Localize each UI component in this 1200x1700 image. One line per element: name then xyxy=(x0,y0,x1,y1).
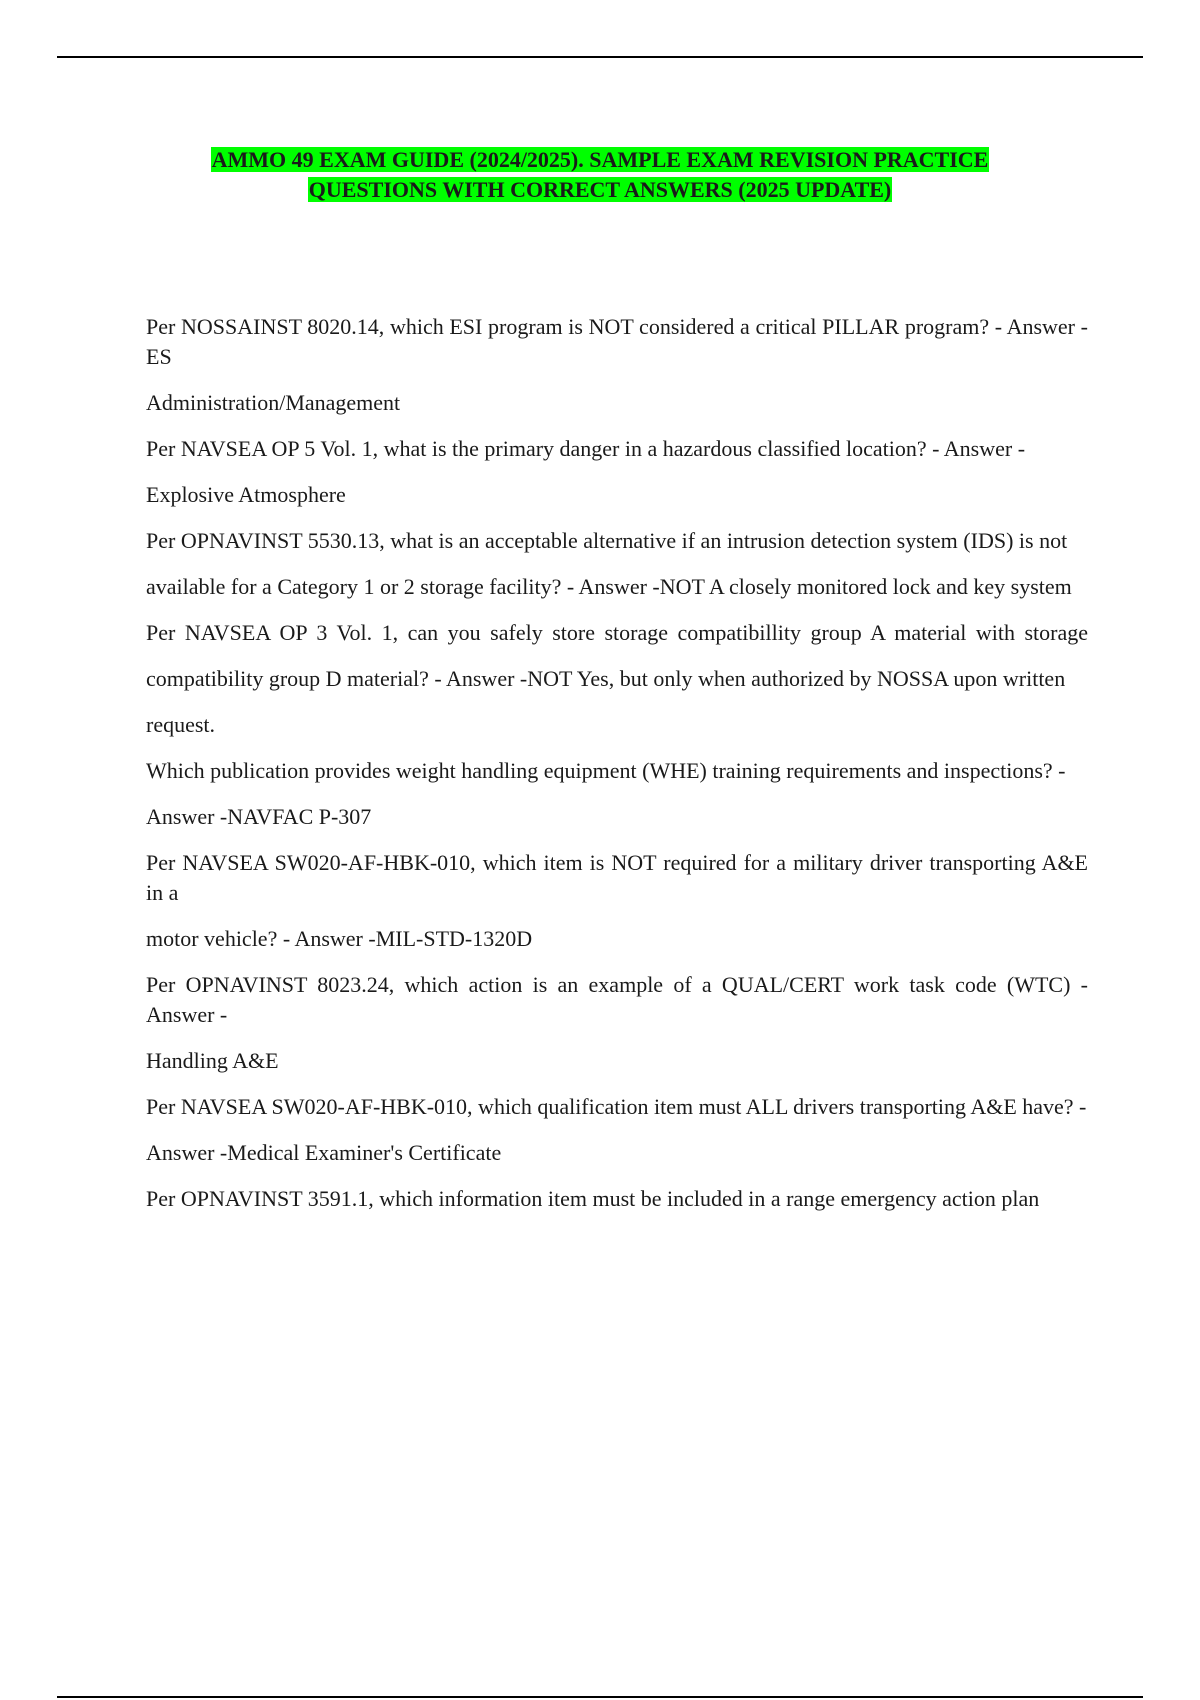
paragraph: Administration/Management xyxy=(146,390,401,415)
paragraph: Per NAVSEA SW020-AF-HBK-010, which item is NOT required for a military driver transporting A&E in a xyxy=(146,850,1088,905)
paragraph: Explosive Atmosphere xyxy=(146,482,346,507)
paragraph: Per OPNAVINST 3591.1, which information item must be included in a range emergency action plan xyxy=(146,1186,1040,1211)
paragraph: Per NAVSEA SW020-AF-HBK-010, which qualification item must ALL drivers transporting A&E have? - xyxy=(146,1094,1087,1119)
paragraph: Per NAVSEA OP 3 Vol. 1, can you safely store storage compatibillity group A material with storage xyxy=(146,620,1088,645)
title-line-1: AMMO 49 EXAM GUIDE (2024/2025). SAMPLE EXAM REVISION PRACTICE xyxy=(211,147,989,172)
title-line-2: QUESTIONS WITH CORRECT ANSWERS (2025 UPDATE) xyxy=(308,177,892,202)
paragraph: Per NAVSEA OP 5 Vol. 1, what is the primary danger in a hazardous classified location? - Answer - xyxy=(146,436,1026,461)
document-title xyxy=(100,145,1100,205)
paragraph: Per OPNAVINST 8023.24, which action is an example of a QUAL/CERT work task code (WTC) - Answer - xyxy=(146,972,1088,1027)
paragraph: Handling A&E xyxy=(146,1048,279,1073)
paragraph: compatibility group D material? - Answer -NOT Yes, but only when authorized by NOSSA upon written xyxy=(146,666,1066,691)
paragraph: request. xyxy=(146,712,216,737)
paragraph: available for a Category 1 or 2 storage facility? - Answer -NOT A closely monitored lock and key system xyxy=(146,574,1072,599)
paragraph: Answer -NAVFAC P-307 xyxy=(146,804,372,829)
document-body xyxy=(146,312,1088,1230)
top-rule xyxy=(57,56,1143,58)
bottom-rule xyxy=(57,1696,1143,1698)
paragraph: Which publication provides weight handling equipment (WHE) training requirements and inspections? - xyxy=(146,758,1066,783)
paragraph: Per NOSSAINST 8020.14, which ESI program is NOT considered a critical PILLAR program? - Answer -ES xyxy=(146,314,1088,369)
paragraph: Answer -Medical Examiner's Certificate xyxy=(146,1140,502,1165)
paragraph: Per OPNAVINST 5530.13, what is an acceptable alternative if an intrusion detection system (IDS) is not xyxy=(146,528,1068,553)
paragraph: motor vehicle? - Answer -MIL-STD-1320D xyxy=(146,926,533,951)
